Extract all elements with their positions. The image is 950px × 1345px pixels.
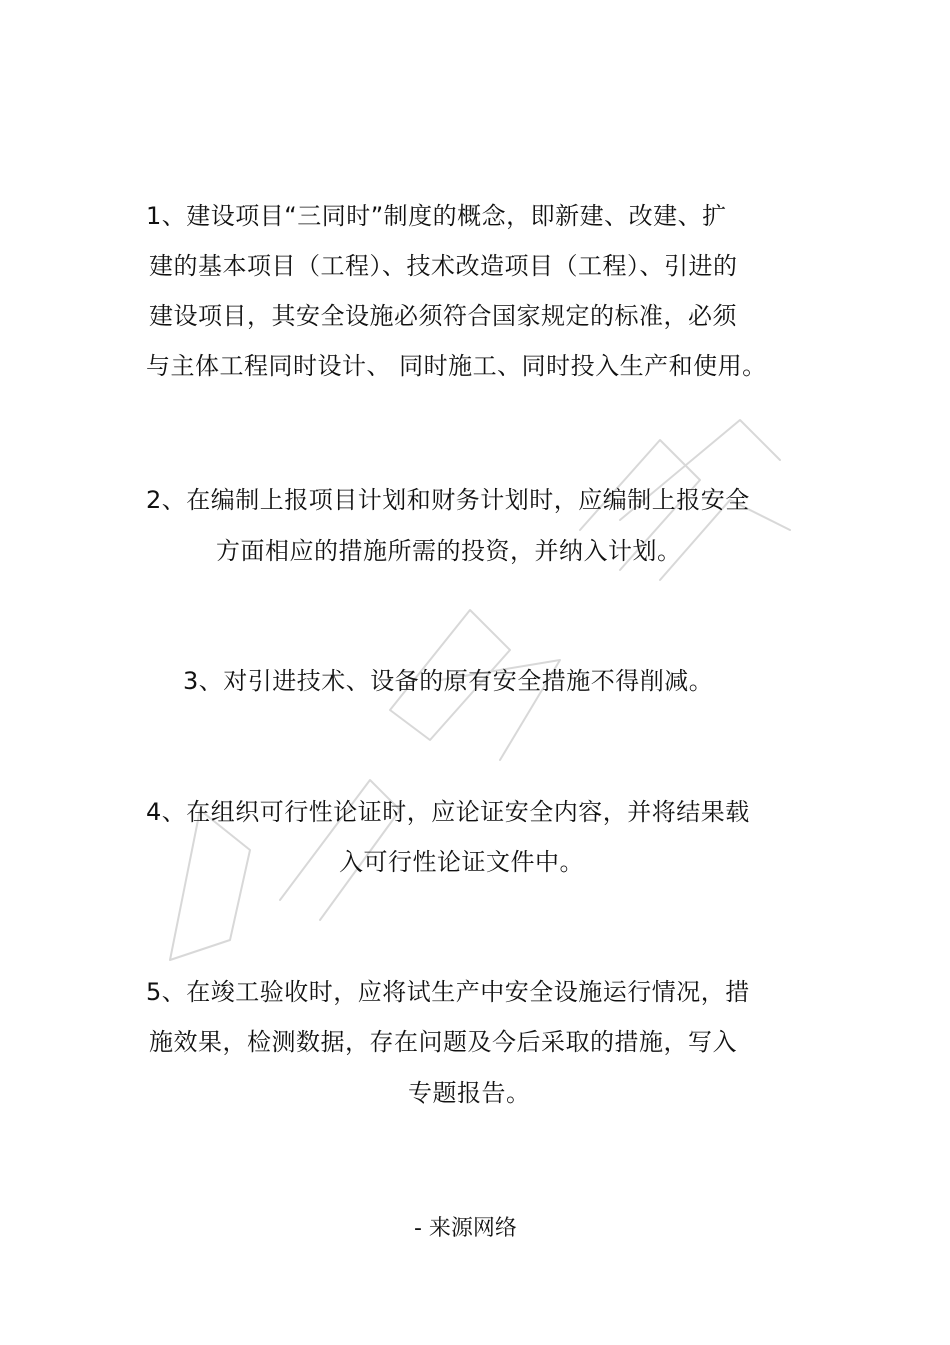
paragraph-5-line-2: 施效果，检测数据，存在问题及今后采取的措施，写入 xyxy=(149,1028,737,1056)
paragraph-4-line-1: 4、在组织可行性论证时，应论证安全内容，并将结果载 xyxy=(146,798,750,826)
paragraph-2-line-1: 2、在编制上报项目计划和财务计划时，应编制上报安全 xyxy=(146,486,750,514)
paragraph-1-line-2: 建的基本项目（工程）、技术改造项目（工程）、引进的 xyxy=(149,252,738,280)
paragraph-3-line-1: 3、对引进技术、设备的原有安全措施不得削减。 xyxy=(183,667,714,695)
paragraph-4-line-2: 入可行性论证文件中。 xyxy=(339,848,584,876)
source-footer: - 来源网络 xyxy=(414,1216,517,1241)
paragraph-1-line-1: 1、建设项目“三同时”制度的概念，即新建、改建、扩 xyxy=(146,202,727,230)
paragraph-5-line-3: 专题报告。 xyxy=(408,1079,531,1107)
paragraph-1-line-3: 建设项目，其安全设施必须符合国家规定的标准，必须 xyxy=(149,302,737,330)
paragraph-1-line-4: 与主体工程同时设计、 同时施工、同时投入生产和使用。 xyxy=(146,352,767,380)
paragraph-2-line-2: 方面相应的措施所需的投资，并纳入计划。 xyxy=(216,537,682,565)
paragraph-5-line-1: 5、在竣工验收时，应将试生产中安全设施运行情况，措 xyxy=(146,978,750,1006)
